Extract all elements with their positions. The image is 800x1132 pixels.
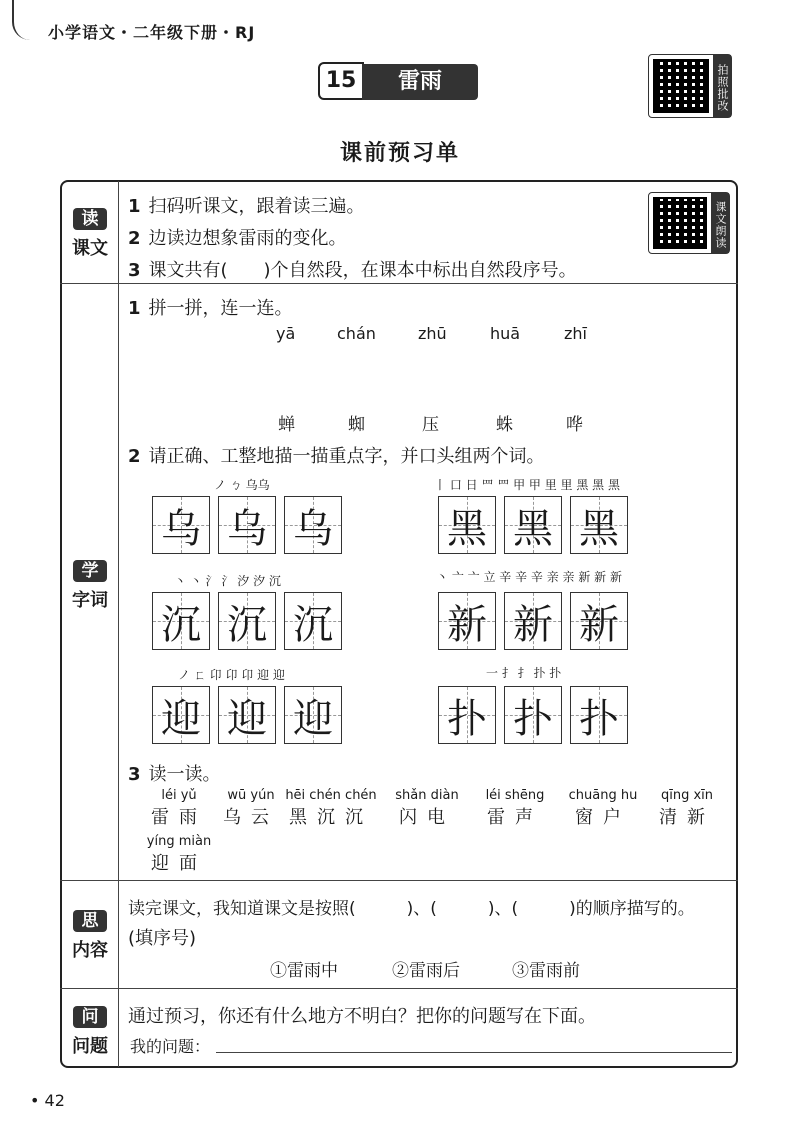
tracing-grid[interactable]: 新 xyxy=(570,592,628,650)
read-badge: 读 xyxy=(73,208,107,230)
vocab-word: yíng miàn 迎面 xyxy=(146,834,212,874)
tracing-grid[interactable]: 迎 xyxy=(284,686,342,744)
order-option[interactable]: ③雷雨前 xyxy=(512,961,580,981)
vocab-word: léi yǔ 雷雨 xyxy=(151,788,207,828)
stroke-order: ノ ㄅ 乌乌 xyxy=(214,478,270,492)
page-corner-mark xyxy=(12,0,42,40)
vocab-word: chuāng hu 窗户 xyxy=(568,788,638,828)
row-divider xyxy=(60,283,738,284)
tracing-grid[interactable]: 迎 xyxy=(152,686,210,744)
order-option[interactable]: ①雷雨中 xyxy=(270,961,338,981)
stroke-order: 一 扌 扌 扑 扑 xyxy=(486,666,562,680)
read-item-2: 2 边读边想象雷雨的变化。 xyxy=(128,228,347,249)
learn-label: 字词 xyxy=(72,590,108,611)
section-read-label xyxy=(62,208,118,260)
read-item-3: 3 课文共有( )个自然段，在课本中标出自然段序号。 xyxy=(128,260,577,281)
vocab-word: hēi chén chén 黑沉沉 xyxy=(285,788,377,828)
lesson-number: 15 xyxy=(318,62,364,100)
lesson-title: 雷雨 xyxy=(362,64,478,100)
char-option[interactable]: 压 xyxy=(422,415,439,435)
section-think-label xyxy=(62,910,118,962)
pinyin: zhī xyxy=(564,324,587,343)
think-badge: 思 xyxy=(73,910,107,932)
qr-tag: 拍照批改 xyxy=(713,55,731,117)
qr-grading[interactable] xyxy=(648,54,732,118)
ask-badge: 问 xyxy=(73,1006,107,1028)
vocab-word: wū yún 乌云 xyxy=(223,788,279,828)
sheet-title: 课前预习单 xyxy=(339,141,460,166)
tracing-grid[interactable]: 乌 xyxy=(152,496,210,554)
think-label: 内容 xyxy=(72,940,108,961)
tracing-grid[interactable]: 迎 xyxy=(218,686,276,744)
pinyin: chán xyxy=(337,324,376,343)
read-item-1: 1 扫码听课文，跟着读三遍。 xyxy=(128,196,365,217)
vocab-word: shǎn diàn 闪电 xyxy=(395,788,459,828)
stroke-order: ノ ㄈ 卬 卬 卬 迎 迎 xyxy=(178,668,285,682)
ask-prompt: 我的问题： xyxy=(130,1037,211,1056)
vocab-word: qīng xīn 清新 xyxy=(659,788,715,828)
pinyin: huā xyxy=(490,324,521,343)
answer-line[interactable] xyxy=(216,1052,732,1053)
row-divider xyxy=(60,988,738,989)
qr-code-icon xyxy=(653,197,707,249)
pinyin: zhū xyxy=(418,324,447,343)
section-learn-label xyxy=(62,560,118,612)
tracing-grid[interactable]: 沉 xyxy=(284,592,342,650)
series-title: 小学语文・二年级下册・RJ xyxy=(48,23,256,42)
q2-text: 2 请正确、工整地描一描重点字，并口头组两个词。 xyxy=(128,446,545,467)
think-question: 读完课文，我知道课文是按照( )、( )、( )的顺序描写的。 xyxy=(128,899,695,919)
char-option[interactable]: 哗 xyxy=(566,415,583,435)
think-hint: (填序号) xyxy=(128,928,197,949)
q1-text: 1 拼一拼，连一连。 xyxy=(128,298,293,319)
learn-badge: 学 xyxy=(73,560,107,582)
tracing-grid[interactable]: 乌 xyxy=(218,496,276,554)
qr-text-reading[interactable] xyxy=(648,192,730,254)
stroke-order: 丶 丶 氵 氵 汐 汐 沉 xyxy=(174,574,281,588)
tracing-grid[interactable]: 乌 xyxy=(284,496,342,554)
row-divider xyxy=(60,880,738,881)
ask-question: 通过预习，你还有什么地方不明白？把你的问题写在下面。 xyxy=(128,1006,596,1027)
tracing-grid[interactable]: 扑 xyxy=(570,686,628,744)
tracing-grid[interactable]: 扑 xyxy=(504,686,562,744)
char-option[interactable]: 蜘 xyxy=(348,415,365,435)
tracing-grid[interactable]: 黑 xyxy=(570,496,628,554)
char-option[interactable]: 蝉 xyxy=(278,415,295,435)
stroke-order: 丨 口 日 罒 罒 甲 甲 里 里 黑 黑 黑 xyxy=(434,478,620,492)
ask-label: 问题 xyxy=(72,1036,108,1057)
tracing-grid[interactable]: 扑 xyxy=(438,686,496,744)
tracing-grid[interactable]: 沉 xyxy=(218,592,276,650)
qr-tag: 课文朗读 xyxy=(711,193,729,253)
qr-code-icon xyxy=(653,59,709,113)
tracing-grid[interactable]: 新 xyxy=(504,592,562,650)
q3-text: 3 读一读。 xyxy=(128,764,221,785)
stroke-order: 丶 亠 亠 立 辛 辛 辛 亲 亲 新 新 新 xyxy=(436,570,622,584)
pinyin: yā xyxy=(276,324,296,343)
char-option[interactable]: 蛛 xyxy=(496,415,513,435)
vocab-word: léi shēng 雷声 xyxy=(485,788,545,828)
order-option[interactable]: ②雷雨后 xyxy=(392,961,460,981)
tracing-grid[interactable]: 沉 xyxy=(152,592,210,650)
lesson-header xyxy=(318,62,478,100)
tracing-grid[interactable]: 新 xyxy=(438,592,496,650)
tracing-grid[interactable]: 黑 xyxy=(504,496,562,554)
read-label: 课文 xyxy=(72,238,108,259)
tracing-grid[interactable]: 黑 xyxy=(438,496,496,554)
section-ask-label xyxy=(62,1006,118,1058)
page-number: • 42 xyxy=(30,1091,65,1110)
column-divider xyxy=(118,181,119,1067)
